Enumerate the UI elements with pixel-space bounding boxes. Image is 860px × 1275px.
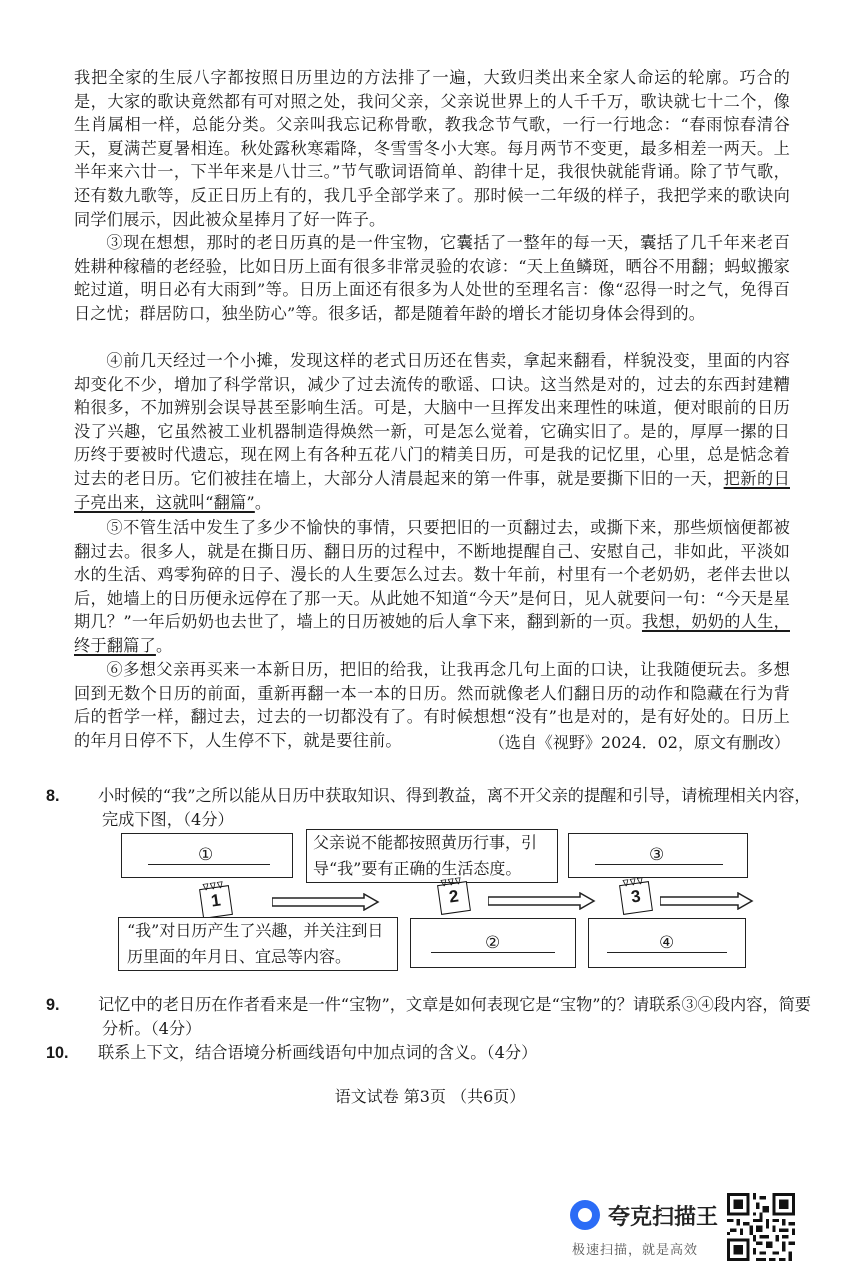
calendar-2-number: 2 — [447, 886, 460, 907]
qr-code-icon — [727, 1193, 795, 1261]
calendar-1-number: 1 — [209, 890, 222, 911]
quark-logo-icon — [570, 1200, 600, 1230]
blank-marker-2: ② — [485, 933, 501, 953]
blank-marker-4: ④ — [659, 933, 675, 953]
diagram-box-2-text: 父亲说不能都按照黄历行事，引导“我”要有正确的生活态度。 — [313, 833, 538, 878]
question-10-text: 联系上下文，结合语境分析画线语句中加点词的含义。（4分） — [98, 1043, 538, 1062]
paragraph-5-end: 。 — [155, 635, 173, 655]
paragraph-4-text: ④前几天经过一个小摊，发现这样的老式日历还在售卖，拿起来翻看，样貌没变，里面的内容却变化不少，增加了科学常识，减少了过去流传的歌谣、口诀。这当然是对的，过去的东西封建糟粕很多，不加辨别会误导甚至影响生活。可是，大脑中一旦挥发出来理性的味道，便对眼前的日历没了兴趣，它虽然被工业机器制造得焕然一新，可是怎么觉着，它确实旧了。是的，厚厚一摞的日历终于要被时代遗忘，现在网上有各种五花八门的精美日历，可是我的记忆里，心里，总是惦念着过去的老日历。它们被挂在墙上，大部分人清晨起来的第一件事，就是要撕下旧的一天， — [74, 351, 790, 488]
paragraph-5 — [74, 516, 790, 658]
diagram-box-4 — [118, 917, 398, 971]
calendar-1-icon: ᐁᐁᐁ 1 — [199, 885, 233, 919]
question-9-number: 9. — [46, 996, 60, 1014]
scanner-slogan: 极速扫描，就是高效 — [572, 1243, 699, 1258]
diagram-box-5 — [410, 918, 576, 968]
paragraph-3: ③现在想想，那时的老日历真的是一件宝物，它囊括了一整年的每一天，囊括了几千年来老百姓耕种稼穑的老经验，比如日历上面有很多非常灵验的农谚：“天上鱼鳞斑，晒谷不用翻；蚂蚁搬家蛇过道，明日必有大雨到”等。日历上面还有很多为人处世的至理名言：像“忍得一时之气，免得百日之忧；群居防口，独坐防心”等。很多话，都是随着年龄的增长才能切身体会得到的。 — [74, 233, 790, 323]
underlined-sentence-1: 把新的日子亮出来，这就叫“翻篇” — [74, 468, 790, 512]
paragraph-6: ⑥多想父亲再买来一本新日历，把旧的给我，让我再念几句上面的口诀，让我随便玩去。多想回到无数个日历的前面，重新再翻一本一本的日历。然而就像老人们翻日历的动作和隐藏在行为背后的哲学一样，翻过去，过去的一切都没有了。有时候想想“没有”也是对的，是有好处的。日历上的年月日停不下，人生停不下，就是要往前。 — [74, 660, 790, 750]
question-9-text: 记忆中的老日历在作者看来是一件“宝物”，文章是如何表现它是“宝物”的？请联系③④段内容，简要分析。（4分） — [98, 995, 811, 1038]
question-8-text: 小时候的“我”之所以能从日历中获取知识、得到教益，离不开父亲的提醒和引导，请梳理相关内容，完成下图，（4分） — [98, 786, 811, 829]
blank-marker-3: ③ — [649, 845, 665, 865]
diagram-box-2 — [306, 829, 558, 883]
diagram-box-6 — [588, 918, 746, 968]
diagram-box-4-text: “我”对日历产生了兴趣，并关注到日历里面的年月日、宜忌等内容。 — [127, 921, 384, 966]
page-footer: 语文试卷 第3页 （共6页） — [334, 1087, 526, 1106]
question-8 — [46, 784, 818, 832]
diagram-box-3 — [568, 833, 748, 878]
question-8-number: 8. — [46, 787, 60, 805]
paragraph-4-end: 。 — [254, 492, 272, 512]
paragraph-5-text: ⑤不管生活中发生了多少不愉快的事情，只要把旧的一页翻过去，或撕下来，那些烦恼便都被翻过去。很多人，就是在撕日历、翻日历的过程中，不断地提醒自己、安慰自己，非如此，平淡如水的生活、鸡零狗碎的日子、漫长的人生要怎么过去。数十年前，村里有一个老奶奶，老伴去世以后，她墙上的日历便永远停在了那一天。从此她不知道“今天”是何日，见人就要问一句：“今天是星期几？”一年后奶奶也去世了，墙上的日历被她的后人拿下来，翻到新的一页。 — [74, 518, 790, 632]
question-9 — [46, 993, 818, 1041]
scanner-brand-name: 夸克扫描王 — [608, 1205, 719, 1230]
arrow-2-icon — [488, 892, 596, 910]
underlined-sentence-2: 我想，奶奶的人生，终于翻篇了 — [74, 612, 790, 655]
source-citation: （选自《视野》2024．02，原文有删改） — [488, 733, 790, 752]
paragraph-2-end: 我把全家的生辰八字都按照日历里边的方法排了一遍，大致归类出来全家人命运的轮廓。巧合的是，大家的歌诀竟然都有可对照之处，我问父亲，父亲说世界上的人千千万，歌诀就七十二个，像生肖属相一样，总能分类。父亲叫我忘记称骨歌，教我念节气歌，一行一行地念：“春雨惊春清谷天，夏满芒夏暑相连。秋处露秋寒霜降，冬雪雪冬小大寒。每月两节不变更，最多相差一两天。上半年来六廿一，下半年来是八廿三。”节气歌词语简单、韵律十足，我很快就能背诵。除了节气歌，还有数九歌等，反正日历上有的，我几乎全部学来了。那时候一二年级的样子，我把学来的歌诀向同学们展示，因此被众星捧月了好一阵子。 — [74, 68, 790, 229]
blank-marker-1: ① — [198, 845, 214, 865]
arrow-3-icon — [660, 892, 754, 910]
paragraph-4 — [74, 349, 790, 514]
calendar-2-icon: ᐁᐁᐁ 2 — [437, 881, 471, 915]
question-10-number: 10. — [46, 1044, 69, 1062]
calendar-3-icon: ᐁᐁᐁ 3 — [619, 881, 653, 915]
arrow-1-icon — [272, 893, 380, 911]
diagram-box-1 — [121, 833, 293, 878]
question-10 — [46, 1041, 818, 1065]
calendar-3-number: 3 — [629, 886, 642, 907]
